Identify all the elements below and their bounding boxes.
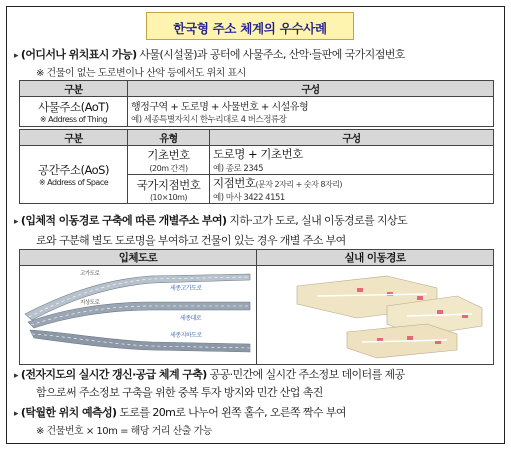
triangle-bullet-icon: ▸ <box>14 371 18 381</box>
table2-name-cell <box>20 146 128 204</box>
indoor-path-illustration <box>257 266 493 361</box>
road-label-sejong-elevated: 세종고가도로 <box>170 285 202 292</box>
road-label-ground: 지상도로 <box>80 300 100 306</box>
basic-number-example: 예) 종로 2345 <box>213 164 263 174</box>
table1-header-category: 구분 <box>20 81 128 97</box>
title-box <box>146 12 354 40</box>
basic-number-type: 기초번호 <box>147 147 190 162</box>
item1-note: ※ 건물이 없는 도로변이나 산악 등에서도 위치 표시 <box>36 68 246 79</box>
basic-number-composition: 도로명 + 기초번호 <box>213 147 303 161</box>
national-point-type: 국가지점번호 <box>136 177 201 192</box>
bullet-item-1 <box>14 46 405 62</box>
aot-example: 예) 세종특별자치시 한누리대로 4 버스정류장 <box>131 115 287 125</box>
aos-name: 공간주소(AoS) <box>38 163 109 177</box>
table1-name-cell <box>20 97 128 127</box>
table2-type-basic <box>128 146 210 175</box>
table2-composition-national <box>210 175 494 204</box>
image-header-3d-road: 입체도로 <box>20 250 257 266</box>
triangle-bullet-icon: ▸ <box>14 217 18 227</box>
aot-english: ※ Address of Thing <box>39 115 108 124</box>
table2-composition-basic <box>210 146 494 175</box>
table-aot <box>19 80 494 127</box>
bullet-item-2 <box>14 212 407 228</box>
national-point-composition: 지점번호 <box>213 176 256 190</box>
table2-header-composition: 구성 <box>210 130 494 146</box>
image-table <box>19 249 494 365</box>
road-label-sejong-daero: 세종대로 <box>180 315 202 322</box>
aos-english: ※ Address of Space <box>38 178 109 187</box>
bullet-item-4 <box>14 404 346 420</box>
image-header-indoor-path: 실내 이동경로 <box>257 250 494 266</box>
item1-text: 사물(시설물)과 공터에 사물주소, 산악·들판에 국가지점번호 <box>136 48 405 61</box>
item2-heading: (입체적 이동경로 구축에 따른 개별주소 부여) <box>20 214 227 227</box>
table2-type-national <box>128 175 210 204</box>
national-point-format: (문자 2자리 + 숫자 8자리) <box>255 180 343 189</box>
aot-composition: 행정구역 + 도로명 + 사물번호 + 시설유형 <box>131 102 309 113</box>
table2-header-type: 유형 <box>128 130 210 146</box>
table1-composition-cell <box>128 97 494 127</box>
item4-text: 도로를 20m로 나누어 왼쪽 홀수, 오른쪽 짝수 부여 <box>116 406 346 419</box>
item2-continuation: 로와 구분해 별도 도로명을 부여하고 건물이 있는 경우 개별 주소 부여 <box>36 234 346 247</box>
table-aos <box>19 129 494 204</box>
national-point-grid: (10×10m) <box>149 192 188 202</box>
item3-text: 공공·민간에 실시간 주소정보 데이터를 제공 <box>206 368 405 381</box>
aot-name: 사물주소(AoT) <box>38 100 109 114</box>
item3-heading: (전자지도의 실시간 갱신·공급 체계 구축) <box>20 368 207 381</box>
triangle-bullet-icon: ▸ <box>14 409 18 419</box>
triangle-bullet-icon: ▸ <box>14 51 18 61</box>
road-label-elevated: 고가도로 <box>80 271 100 277</box>
item4-note: ※ 건물번호 × 10m = 해당 거리 산출 가능 <box>36 426 212 437</box>
page-title: 한국형 주소 체계의 우수사례 <box>173 21 327 36</box>
national-point-example: 예) 마사 3422 4151 <box>213 193 285 203</box>
basic-number-interval: (20m 간격) <box>149 163 188 173</box>
item2-text: 지하·고가 도로, 실내 이동경로를 지상도 <box>226 214 408 227</box>
table2-header-category: 구분 <box>20 130 128 146</box>
bullet-item-3 <box>14 366 405 382</box>
image-3d-road-cell <box>20 266 257 365</box>
item3-continuation: 함으로써 주소정보 구축을 위한 중복 투자 방지와 민간 산업 촉진 <box>36 386 323 399</box>
item1-heading: (어디서나 위치표시 가능) <box>20 48 137 61</box>
3d-road-illustration <box>20 266 256 361</box>
table1-header-composition: 구성 <box>128 81 494 97</box>
image-indoor-path-cell <box>257 266 494 365</box>
item4-heading: (탁월한 위치 예측성) <box>20 406 117 419</box>
road-label-sejong-underground: 세종지하도로 <box>170 332 202 339</box>
